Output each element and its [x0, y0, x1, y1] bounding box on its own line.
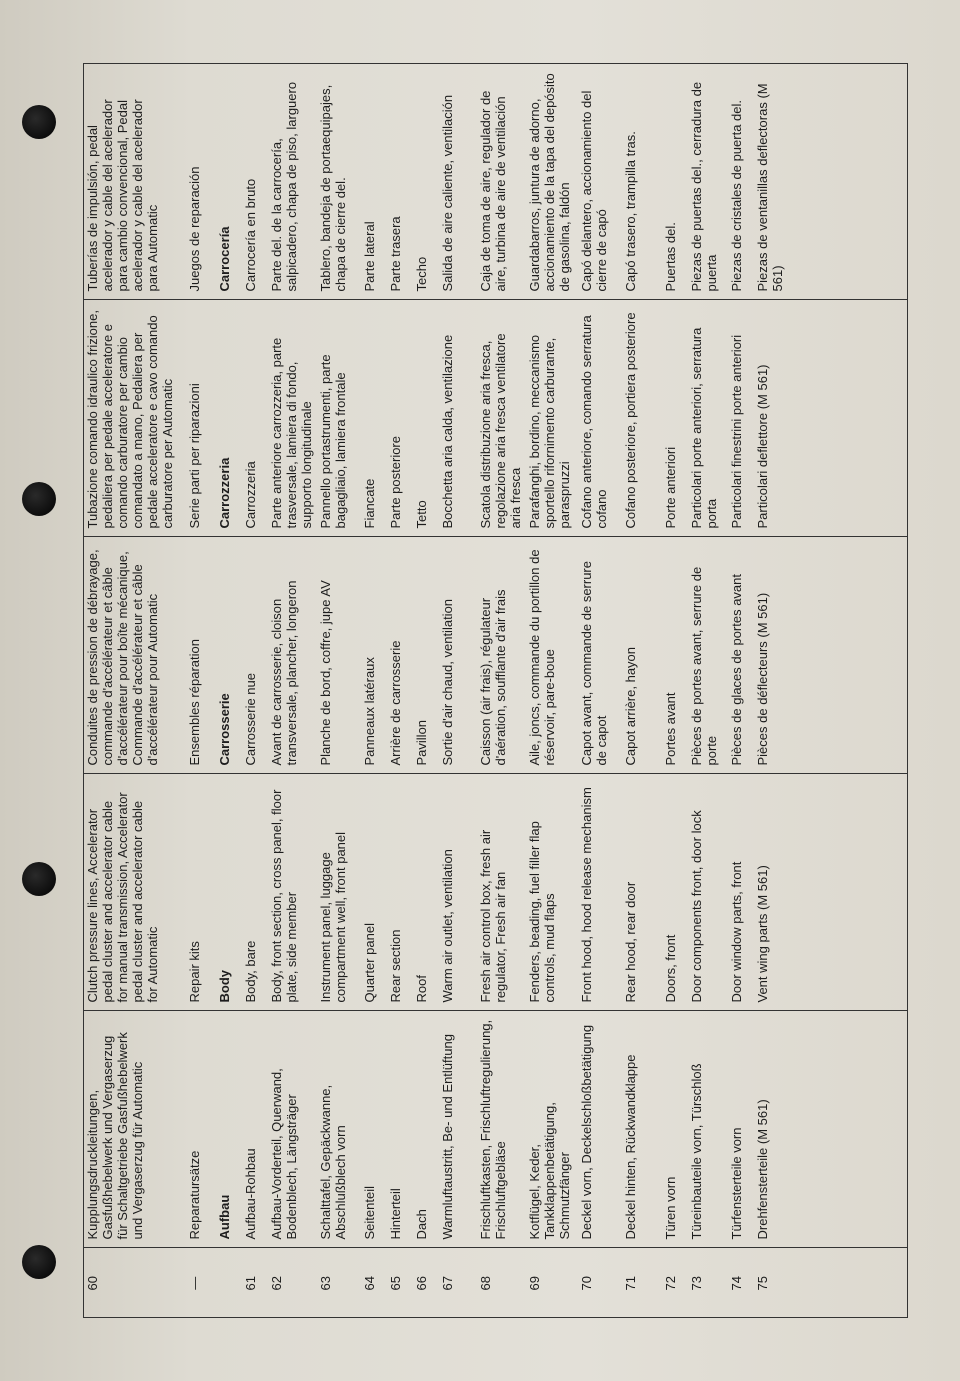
- cell-de: Türeinbauteile vorn, Türschloß: [687, 1011, 727, 1248]
- cell-it: Carrozzeria: [215, 300, 241, 537]
- cell-es: Caja de toma de aire, regulador de aire, turbina de aire de ventilación: [478, 90, 508, 292]
- cell-es: Tablero, bandeja de portaequipajes, chapa de cierre del.: [318, 84, 348, 292]
- binder-hole: [22, 1245, 56, 1279]
- cell-es: Parte trasera: [388, 216, 403, 292]
- cell-fr: Conduites de pression de débrayage, commande d'accélérateur et câble d'accélérateur pour boîte mécanique, Commande d'accélérateur et câble d'accélérateur pour Automatic: [83, 537, 185, 774]
- row-number: 67: [438, 1248, 476, 1318]
- cell-it: Cofano anteriore, comando serratura cofano: [577, 300, 621, 537]
- row-number: 74: [727, 1248, 753, 1318]
- binder-hole: [22, 862, 56, 896]
- cell-de: Dach: [412, 1011, 438, 1248]
- cell-en: Front hood, hood release mechanism: [577, 774, 621, 1011]
- table-row: [241, 63, 267, 1318]
- cell-fr: Avant de carrosserie, cloison transversale, plancher, longeron: [267, 537, 316, 774]
- row-number: 72: [661, 1248, 687, 1318]
- cell-fr: Pavillon: [412, 537, 438, 774]
- table-row: [476, 63, 525, 1318]
- cell-en: Repair kits: [185, 774, 215, 1011]
- cell-de: Aufbau-Vorderteil, Querwand, Bodenblech, Längsträger: [267, 1011, 316, 1248]
- table-row: [753, 63, 797, 1318]
- cell-fr: Arrière de carrosserie: [386, 537, 412, 774]
- cell-de: Reparatursätze: [185, 1011, 215, 1248]
- cell-it: Bocchetta aria calda, ventilazione: [438, 300, 476, 537]
- table-row: [316, 63, 360, 1318]
- row-number: 62: [267, 1248, 316, 1318]
- row-number: 69: [525, 1248, 577, 1318]
- cell-en: Door components front, door lock: [687, 774, 727, 1011]
- spacer-cell: [797, 63, 908, 300]
- cell-es: Guardabarros, juntura de adorno, accionamiento de la tapa del depósito de gasolina, faldón: [527, 73, 572, 292]
- cell-es: Tuberías de impulsión, pedal acelerador y cable del acelerador para cambio convencional, Pedal acelerador y cable del acelerador para Automatic: [85, 99, 160, 292]
- cell-it: Serie parti per riparazioni: [185, 300, 215, 537]
- spacer-cell: [797, 1011, 908, 1248]
- cell-fr: Planche de bord, coffre, jupe AV: [316, 537, 360, 774]
- parts-table: [83, 63, 908, 1318]
- table-row: [621, 63, 661, 1318]
- cell-it: Tetto: [412, 300, 438, 537]
- cell-en: Warm air outlet, ventilation: [438, 774, 476, 1011]
- binder-hole: [22, 482, 56, 516]
- cell-de: Schalttafel, Gepäckwanne, Abschlußblech vorn: [316, 1011, 360, 1248]
- table-row: [438, 63, 476, 1318]
- rotated-parts-table: [83, 63, 908, 1318]
- table-row: [525, 63, 577, 1318]
- cell-fr: Capot arrière, hayon: [621, 537, 661, 774]
- cell-en: Door window parts, front: [727, 774, 753, 1011]
- cell-es: Capó trasero, trampilla tras.: [623, 131, 638, 292]
- cell-de: Aufbau-Rohbau: [241, 1011, 267, 1248]
- cell-it: Fiancate: [360, 300, 386, 537]
- cell-es: Parte lateral: [362, 221, 377, 292]
- table-row: [360, 63, 386, 1318]
- cell-it: Cofano posteriore, portiera posteriore: [621, 300, 661, 537]
- row-number: 63: [316, 1248, 360, 1318]
- table-row: [215, 63, 241, 1318]
- cell-es: Techo: [414, 256, 429, 292]
- spacer-cell: [797, 537, 908, 774]
- cell-es: Piezas de puertas del., cerradura de puerta: [689, 81, 719, 292]
- cell-it: Scatola distribuzione aria fresca, regolazione aria fresca ventilatore aria fresca: [476, 300, 525, 537]
- cell-de: Deckel vorn, Deckelschloßbetätigung: [577, 1011, 621, 1248]
- row-number: 68: [476, 1248, 525, 1318]
- cell-fr: Pièces de déflecteurs (M 561): [753, 537, 797, 774]
- row-number: 66: [412, 1248, 438, 1318]
- binder-hole: [22, 105, 56, 139]
- table-spacer-row: [797, 63, 908, 1318]
- cell-fr: Pièces de glaces de portes avant: [727, 537, 753, 774]
- cell-en: Fresh air control box, fresh air regulator, Fresh air fan: [476, 774, 525, 1011]
- cell-it: Carrozzeria: [241, 300, 267, 537]
- cell-fr: Carrosserie nue: [241, 537, 267, 774]
- cell-it: Pannello portastrumenti, parte bagagliaio, lamiera frontale: [316, 300, 360, 537]
- cell-fr: Aile, joncs, commande du portillon de réservoir, pare-boue: [525, 537, 577, 774]
- cell-de: Frischluftkasten, Frischluftregulierung, Frischluftgebläse: [476, 1011, 525, 1248]
- cell-en: Body, bare: [241, 774, 267, 1011]
- cell-en: Fenders, beading, fuel filler flap controls, mud flaps: [525, 774, 577, 1011]
- cell-de: Drehfensterteile (M 561): [753, 1011, 797, 1248]
- cell-it: Particolari finestrini porte anteriori: [727, 300, 753, 537]
- cell-en: Quarter panel: [360, 774, 386, 1011]
- table-row: [577, 63, 621, 1318]
- table-row: [386, 63, 412, 1318]
- cell-de: Kupplungsdruckleitungen, Gasfußhebelwerk und Vergaserzug für Schaltgetriebe Gasfußhebelwerk und Vergaserzug für Automatic: [83, 1011, 185, 1248]
- cell-de: Seitenteil: [360, 1011, 386, 1248]
- cell-es: Parte del. de la carrocería, salpicadero, chapa de piso, larguero: [269, 81, 299, 292]
- cell-it: Parafanghi, bordino, meccanismo sportello rifornimento carburante, paraspruzzi: [525, 300, 577, 537]
- spacer-cell: [797, 774, 908, 1011]
- row-number: 61: [241, 1248, 267, 1318]
- cell-en: Body, front section, cross panel, floor plate, side member: [267, 774, 316, 1011]
- cell-fr: Carrosserie: [215, 537, 241, 774]
- cell-es: Piezas de cristales de puerta del.: [729, 100, 744, 292]
- spacer-cell: [797, 300, 908, 537]
- cell-en: Vent wing parts (M 561): [753, 774, 797, 1011]
- row-number: 65: [386, 1248, 412, 1318]
- cell-es: Carrocería: [217, 226, 232, 292]
- cell-es: Puertas del.: [663, 222, 678, 292]
- cell-es: Salida de aire caliente, ventilación: [440, 94, 455, 292]
- row-number: [215, 1248, 241, 1318]
- cell-en: Rear hood, rear door: [621, 774, 661, 1011]
- row-number: 71: [621, 1248, 661, 1318]
- cell-de: Türen vorn: [661, 1011, 687, 1248]
- cell-en: Roof: [412, 774, 438, 1011]
- cell-fr: Portes avant: [661, 537, 687, 774]
- cell-es: Piezas de ventanillas deflectoras (M 561): [755, 83, 785, 292]
- cell-de: Aufbau: [215, 1011, 241, 1248]
- cell-en: Doors, front: [661, 774, 687, 1011]
- cell-fr: Caisson (air frais), régulateur d'aération, soufflante d'air frais: [476, 537, 525, 774]
- table-row: [661, 63, 687, 1318]
- table-row: [185, 63, 215, 1318]
- table-row: [412, 63, 438, 1318]
- cell-it: Parte anteriore carrozzeria, parte trasversale, lamiera di fondo, supporto longitudinale: [267, 300, 316, 537]
- cell-de: Hinterteil: [386, 1011, 412, 1248]
- cell-en: Rear section: [386, 774, 412, 1011]
- table-row: [267, 63, 316, 1318]
- table-row: [83, 63, 185, 1318]
- cell-it: Particolari deflettore (M 561): [753, 300, 797, 537]
- table-row: [687, 63, 727, 1318]
- cell-en: Instrument panel, luggage compartment well, front panel: [316, 774, 360, 1011]
- cell-fr: Pièces de portes avant, serrure de porte: [687, 537, 727, 774]
- cell-fr: Capot avant, commande de serrure de capot: [577, 537, 621, 774]
- cell-de: Türfensterteile vorn: [727, 1011, 753, 1248]
- row-number: 60: [83, 1248, 185, 1318]
- cell-fr: Sortie d'air chaud, ventilation: [438, 537, 476, 774]
- cell-en: Body: [215, 774, 241, 1011]
- row-number: 64: [360, 1248, 386, 1318]
- cell-it: Parte posteriore: [386, 300, 412, 537]
- cell-it: Particolari porte anteriori, serratura porta: [687, 300, 727, 537]
- row-number: —: [185, 1248, 215, 1318]
- cell-de: Kotflügel, Keder, Tankklappenbetätigung, Schmutzfänger: [525, 1011, 577, 1248]
- spacer-cell: [797, 1248, 908, 1318]
- row-number: 70: [577, 1248, 621, 1318]
- cell-es: Juegos de reparación: [187, 166, 202, 292]
- cell-en: Clutch pressure lines, Accelerator pedal cluster and accelerator cable for manual transmission, Accelerator pedal cluster and accelerator cable for Automatic: [83, 774, 185, 1011]
- cell-fr: Panneaux latéraux: [360, 537, 386, 774]
- cell-fr: Ensembles réparation: [185, 537, 215, 774]
- table-row: [727, 63, 753, 1318]
- row-number: 73: [687, 1248, 727, 1318]
- cell-es: Carrocería en bruto: [243, 178, 258, 292]
- cell-it: Porte anteriori: [661, 300, 687, 537]
- cell-es: Capó delantero, accionamiento del cierre de capó: [579, 90, 609, 292]
- row-number: 75: [753, 1248, 797, 1318]
- cell-de: Warmluftaustritt, Be- und Entlüftung: [438, 1011, 476, 1248]
- cell-de: Deckel hinten, Rückwandklappe: [621, 1011, 661, 1248]
- cell-it: Tubazione comando idraulico frizione, pedaliera per pedale acceleratore e comando carburatore per cambio comandato a mano, Pedaliera per pedale acceleratore e cavo comando carburatore per Automatic: [83, 300, 185, 537]
